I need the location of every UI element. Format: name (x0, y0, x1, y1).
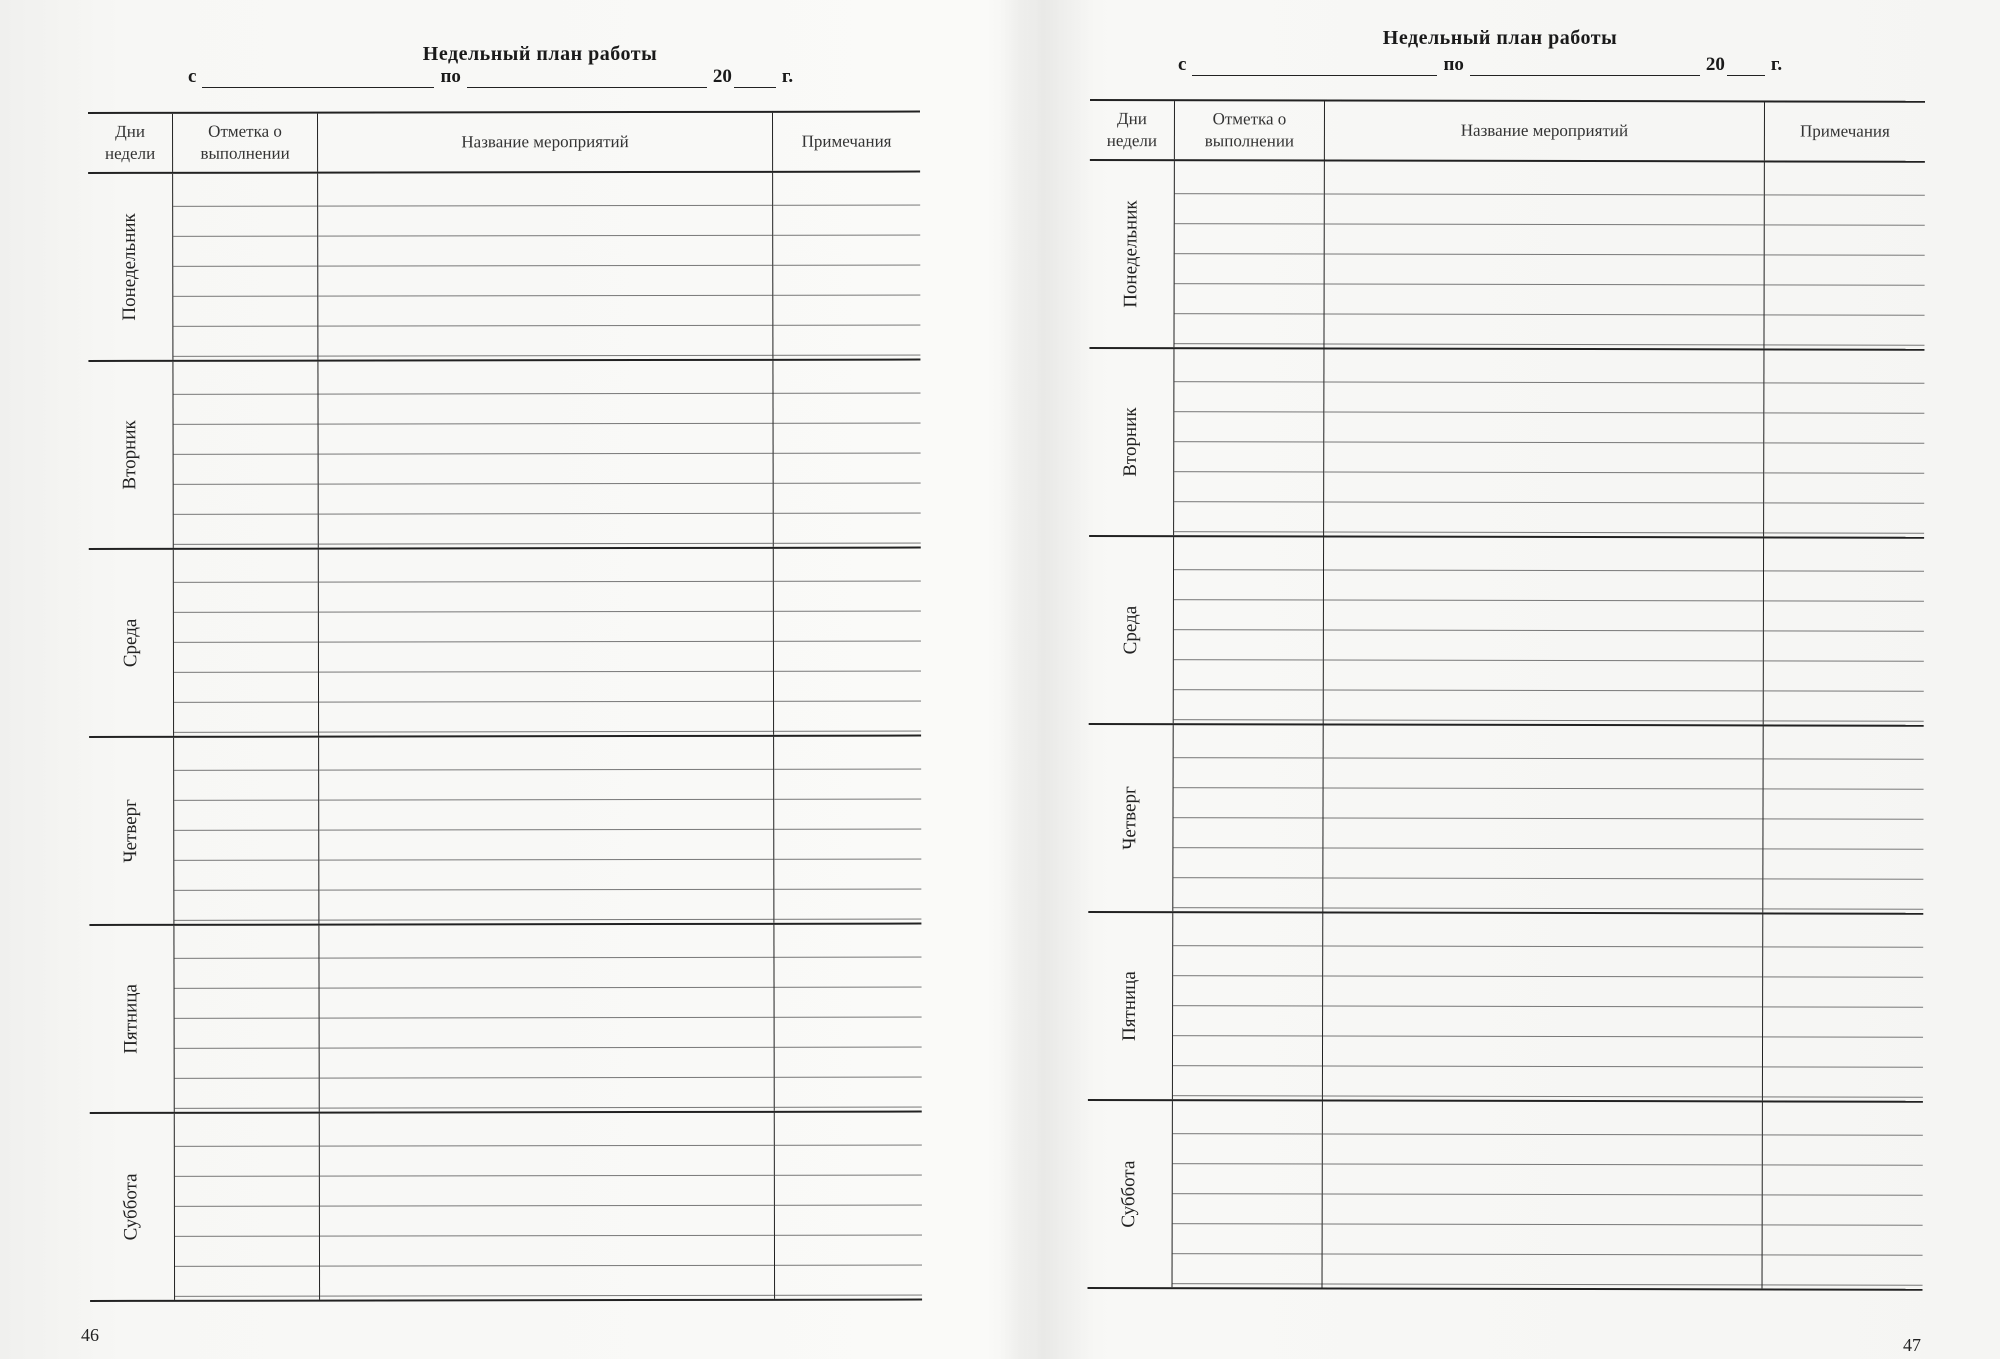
done-mark-cell[interactable] (173, 174, 318, 360)
event-name-cell[interactable] (1324, 537, 1764, 724)
page-title: Недельный план работы (1382, 27, 1618, 49)
date-from-field[interactable] (202, 69, 434, 88)
day-row-friday (1088, 913, 1923, 1103)
date-from-label: с (1178, 54, 1187, 75)
date-from-field[interactable] (1192, 57, 1437, 76)
notes-cell[interactable] (1763, 1102, 1923, 1288)
col-header-event-name: Название мероприятий (318, 113, 773, 172)
day-row-monday (88, 173, 920, 362)
year-suffix: г. (1770, 54, 1783, 75)
page-number: 47 (1903, 1335, 1921, 1355)
day-row-tuesday (88, 361, 920, 550)
done-mark-cell[interactable] (174, 550, 319, 736)
day-row-wednesday (1089, 537, 1924, 727)
day-row-saturday (1088, 1101, 1923, 1291)
date-from-label: с (188, 66, 197, 87)
notes-cell[interactable] (774, 737, 921, 923)
weekly-plan-table (88, 111, 922, 1302)
day-label: Вторник (88, 362, 173, 548)
col-header-days: Дни недели (1090, 101, 1175, 159)
day-row-thursday (1088, 725, 1923, 915)
notes-cell[interactable] (1764, 538, 1924, 724)
day-row-monday (1089, 161, 1924, 351)
day-label: Пятница (89, 926, 174, 1112)
done-mark-cell[interactable] (1174, 349, 1324, 535)
day-row-saturday (90, 1113, 922, 1302)
done-mark-cell[interactable] (1173, 1101, 1323, 1287)
date-to-field[interactable] (1470, 57, 1700, 76)
notes-cell[interactable] (773, 361, 920, 547)
date-to-label: по (1443, 54, 1464, 75)
day-label: Среда (1089, 537, 1174, 723)
col-header-days: Дни недели (88, 114, 173, 172)
col-header-event-name: Название мероприятий (1325, 101, 1765, 160)
event-name-cell[interactable] (318, 173, 773, 360)
done-mark-cell[interactable] (1173, 913, 1323, 1099)
notes-cell[interactable] (774, 549, 921, 735)
col-header-done-mark: Отметка о выполнении (1175, 101, 1325, 159)
day-row-friday (89, 925, 921, 1114)
weekly-plan-table (1088, 99, 1925, 1291)
event-name-cell[interactable] (1324, 161, 1764, 348)
done-mark-cell[interactable] (175, 1114, 320, 1300)
done-mark-cell[interactable] (174, 738, 319, 924)
notes-cell[interactable] (1764, 350, 1924, 536)
day-label: Понедельник (1089, 161, 1174, 347)
event-name-cell[interactable] (319, 737, 774, 924)
right-page (1085, 0, 1921, 1359)
date-range-line (1178, 54, 1782, 76)
done-mark-cell[interactable] (173, 362, 318, 548)
day-label: Пятница (1088, 913, 1173, 1099)
event-name-cell[interactable] (320, 1113, 775, 1300)
year-field[interactable] (1727, 57, 1765, 76)
year-prefix: 20 (1705, 54, 1725, 75)
done-mark-cell[interactable] (174, 926, 319, 1112)
notes-cell[interactable] (774, 925, 921, 1111)
col-header-done-mark: Отметка о выполнении (173, 114, 318, 172)
page-title: Недельный план работы (422, 43, 658, 65)
year-prefix: 20 (712, 66, 732, 87)
day-label: Четверг (1088, 725, 1173, 911)
event-name-cell[interactable] (319, 549, 774, 736)
col-header-notes: Примечания (801, 131, 892, 151)
day-row-tuesday (1089, 349, 1924, 539)
date-to-field[interactable] (467, 69, 707, 88)
col-header-notes: Примечания (1799, 121, 1890, 141)
book-gutter (985, 0, 1095, 1359)
event-name-cell[interactable] (1323, 725, 1763, 912)
done-mark-cell[interactable] (1174, 161, 1324, 347)
notes-cell[interactable] (1763, 914, 1923, 1100)
day-label: Вторник (1089, 349, 1174, 535)
day-row-wednesday (89, 549, 921, 738)
date-to-label: по (440, 66, 461, 87)
notes-cell[interactable] (773, 173, 920, 359)
year-suffix: г. (781, 66, 794, 87)
notes-cell[interactable] (1763, 726, 1923, 912)
page-number: 46 (81, 1325, 99, 1345)
left-page (80, 0, 920, 1359)
day-label: Понедельник (88, 174, 173, 360)
done-mark-cell[interactable] (1174, 537, 1324, 723)
event-name-cell[interactable] (318, 361, 773, 548)
notes-cell[interactable] (1764, 162, 1924, 348)
day-label: Среда (89, 550, 174, 736)
notes-cell[interactable] (775, 1113, 922, 1299)
table-header (88, 111, 920, 174)
date-range-line (188, 66, 793, 88)
event-name-cell[interactable] (1323, 1101, 1763, 1288)
event-name-cell[interactable] (1323, 913, 1763, 1100)
day-label: Суббота (90, 1114, 175, 1300)
event-name-cell[interactable] (1324, 349, 1764, 536)
day-label: Суббота (1088, 1101, 1173, 1287)
day-row-thursday (89, 737, 921, 926)
year-field[interactable] (734, 69, 776, 88)
table-header (1090, 99, 1925, 163)
event-name-cell[interactable] (319, 925, 774, 1112)
done-mark-cell[interactable] (1173, 725, 1323, 911)
day-label: Четверг (89, 738, 174, 924)
